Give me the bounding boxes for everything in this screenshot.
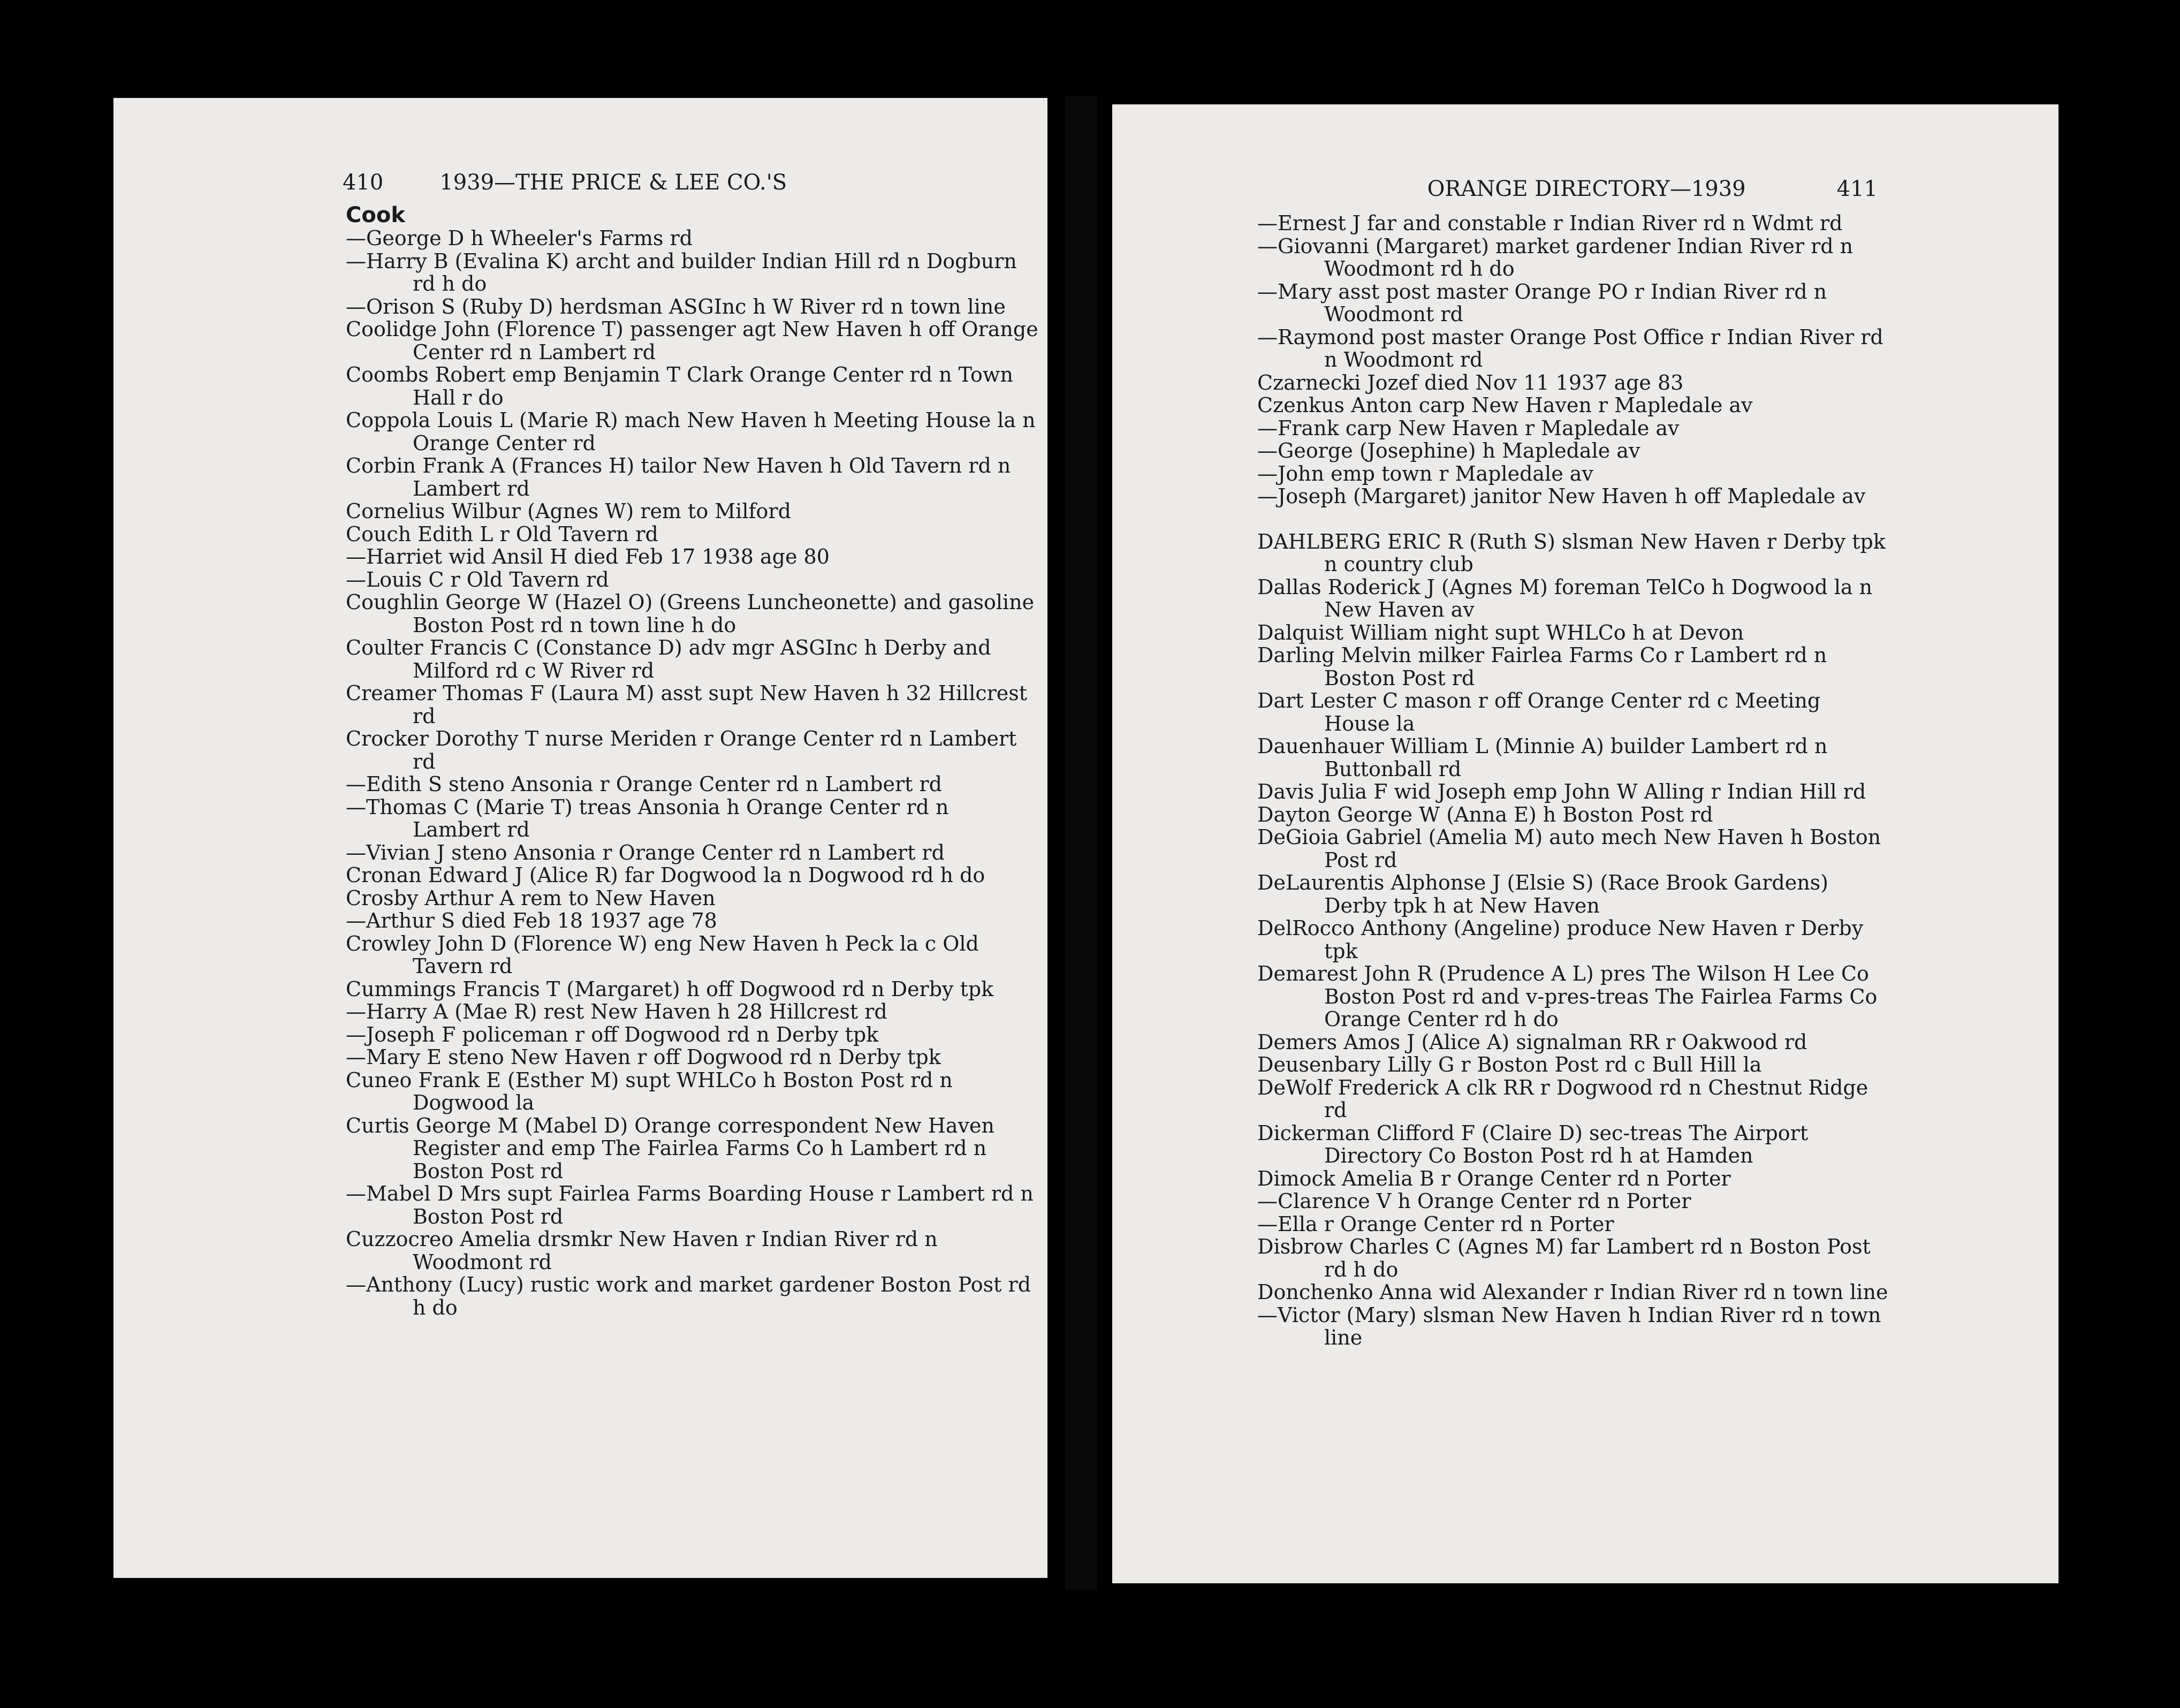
directory-entry: DeGioia Gabriel (Amelia M) auto mech New Haven h Boston Post rd	[1257, 825, 1888, 872]
left-page	[113, 98, 1047, 1578]
left-running-head	[343, 170, 787, 195]
directory-entry: —Ernest J far and constable r Indian River rd n Wdmt rd	[1257, 211, 1843, 235]
directory-entry: —Orison S (Ruby D) herdsman ASGInc h W River rd n town line	[346, 294, 1006, 318]
directory-entry: —Mabel D Mrs supt Fairlea Farms Boarding House r Lambert rd n Boston Post rd	[346, 1182, 1040, 1228]
directory-entry: —Harry A (Mae R) rest New Haven h 28 Hillcrest rd	[346, 1000, 887, 1023]
book-spine	[1065, 96, 1097, 1590]
right-page	[1112, 104, 2059, 1583]
directory-entry: —Edith S steno Ansonia r Orange Center rd n Lambert rd	[346, 772, 942, 796]
directory-entry: —Clarence V h Orange Center rd n Porter	[1257, 1189, 1691, 1213]
directory-entry: —Frank carp New Haven r Mapledale av	[1257, 416, 1680, 440]
directory-entry: —Harriet wid Ansil H died Feb 17 1938 age 80	[346, 545, 830, 568]
letter-gap	[1257, 508, 1889, 530]
directory-entry: Dallas Roderick J (Agnes M) foreman TelCo h Dogwood la n New Haven av	[1257, 575, 1879, 621]
directory-entry: —Mary E steno New Haven r off Dogwood rd n Derby tpk	[346, 1045, 941, 1069]
directory-entry: Demarest John R (Prudence A L) pres The Wilson H Lee Co Boston Post rd and v-pres-treas The Fairlea Farms Co Orange Center rd h do	[1257, 962, 1884, 1031]
directory-entry: Dauenhauer William L (Minnie A) builder Lambert rd n Buttonball rd	[1257, 734, 1834, 781]
directory-entry: —Ella r Orange Center rd n Porter	[1257, 1212, 1614, 1236]
directory-entry: —Louis C r Old Tavern rd	[346, 567, 609, 591]
left-running-head-title: 1939—THE PRICE & LEE CO.'S	[439, 170, 787, 195]
directory-entry: —Joseph (Margaret) janitor New Haven h off Mapledale av	[1257, 484, 1866, 508]
directory-entry: Dickerman Clifford F (Claire D) sec-treas The Airport Directory Co Boston Post rd h at Hamden	[1257, 1121, 1815, 1167]
directory-entry: Davis Julia F wid Joseph emp John W Alling r Indian Hill rd	[1257, 780, 1866, 803]
directory-entry: Darling Melvin milker Fairlea Farms Co r Lambert rd n Boston Post rd	[1257, 643, 1834, 690]
directory-entry: Crosby Arthur A rem to New Haven	[346, 886, 716, 910]
directory-entry: Czenkus Anton carp New Haven r Mapledale av	[1257, 393, 1753, 417]
right-running-head-title: ORANGE DIRECTORY—1939	[1427, 177, 1746, 201]
directory-entry: Corbin Frank A (Frances H) tailor New Haven h Old Tavern rd n Lambert rd	[346, 454, 1017, 500]
directory-entry: Cronan Edward J (Alice R) far Dogwood la n Dogwood rd h do	[346, 863, 985, 887]
directory-entry: —George D h Wheeler's Farms rd	[346, 226, 693, 250]
directory-entry: —Mary asst post master Orange PO r Indian River rd n Woodmont rd	[1257, 279, 1834, 326]
directory-entry: DAHLBERG ERIC R (Ruth S) slsman New Haven r Derby tpk n country club	[1257, 529, 1892, 576]
left-column	[346, 203, 1045, 1319]
directory-entry: —Victor (Mary) slsman New Haven h Indian River rd n town line	[1257, 1303, 1888, 1349]
directory-entry: Dart Lester C mason r off Orange Center rd c Meeting House la	[1257, 689, 1827, 735]
right-column	[1257, 211, 1892, 1349]
directory-entry: —George (Josephine) h Mapledale av	[1257, 439, 1640, 462]
directory-entry: —Giovanni (Margaret) market gardener Indian River rd n Woodmont rd h do	[1257, 234, 1860, 280]
directory-entry: Crocker Dorothy T nurse Meriden r Orange Center rd n Lambert rd	[346, 727, 1023, 773]
directory-entry: Dayton George W (Anna E) h Boston Post rd	[1257, 802, 1713, 826]
directory-entry: Couch Edith L r Old Tavern rd	[346, 522, 658, 546]
directory-entry: Dalquist William night supt WHLCo h at Devon	[1257, 620, 1744, 644]
directory-entry: Cornelius Wilbur (Agnes W) rem to Milford	[346, 499, 791, 523]
directory-entry: —Harry B (Evalina K) archt and builder Indian Hill rd n Dogburn rd h do	[346, 249, 1023, 295]
directory-entry: Curtis George M (Mabel D) Orange correspondent New Haven Register and emp The Fairlea Farms Co h Lambert rd n Boston Post rd	[346, 1113, 1001, 1183]
directory-entry: Donchenko Anna wid Alexander r Indian River rd n town line	[1257, 1280, 1888, 1304]
directory-entry: Czarnecki Jozef died Nov 11 1937 age 83	[1257, 370, 1684, 394]
directory-entry: Disbrow Charles C (Agnes M) far Lambert rd n Boston Post rd h do	[1257, 1235, 1877, 1281]
directory-entry: DeWolf Frederick A clk RR r Dogwood rd n Chestnut Ridge rd	[1257, 1075, 1875, 1122]
left-page-number: 410	[343, 170, 384, 195]
directory-entry: —Raymond post master Orange Post Office r Indian River rd n Woodmont rd	[1257, 325, 1890, 371]
directory-entry: —Joseph F policeman r off Dogwood rd n Derby tpk	[346, 1022, 879, 1046]
entry-group-d	[1257, 529, 1892, 1349]
directory-entry: Cummings Francis T (Margaret) h off Dogwood rd n Derby tpk	[346, 977, 994, 1001]
directory-entry: Cuzzocreo Amelia drsmkr New Haven r Indian River rd n Woodmont rd	[346, 1227, 944, 1274]
section-heading: Cook	[346, 203, 405, 227]
directory-entry: —John emp town r Mapledale av	[1257, 461, 1593, 485]
directory-entry: —Thomas C (Marie T) treas Ansonia h Orange Center rd n Lambert rd	[346, 795, 955, 841]
directory-entry: Coughlin George W (Hazel O) (Greens Luncheonette) and gasoline Boston Post rd n town line h do	[346, 590, 1041, 637]
right-page-number: 411	[1836, 177, 1878, 201]
directory-entry: —Arthur S died Feb 18 1937 age 78	[346, 909, 717, 932]
directory-entry: Dimock Amelia B r Orange Center rd n Porter	[1257, 1166, 1731, 1190]
directory-entry: —Vivian J steno Ansonia r Orange Center rd n Lambert rd	[346, 840, 945, 864]
directory-entry: Coolidge John (Florence T) passenger agt New Haven h off Orange Center rd n Lambert rd	[346, 317, 1045, 364]
directory-entry: DeLaurentis Alphonse J (Elsie S) (Race Brook Gardens) Derby tpk h at New Haven	[1257, 871, 1835, 917]
directory-entry: Coppola Louis L (Marie R) mach New Haven h Meeting House la n Orange Center rd	[346, 408, 1042, 455]
directory-entry: Cuneo Frank E (Esther M) supt WHLCo h Boston Post rd n Dogwood la	[346, 1068, 959, 1114]
directory-entry: Coombs Robert emp Benjamin T Clark Orange Center rd n Town Hall r do	[346, 363, 1020, 409]
directory-entry: Deusenbary Lilly G r Boston Post rd c Bull Hill la	[1257, 1053, 1762, 1076]
directory-entry: Coulter Francis C (Constance D) adv mgr ASGInc h Derby and Milford rd c W River rd	[346, 636, 998, 682]
right-running-head	[1112, 177, 1878, 201]
entry-group-c	[1257, 212, 1889, 508]
directory-entry: Creamer Thomas F (Laura M) asst supt New Haven h 32 Hillcrest rd	[346, 681, 1034, 728]
directory-entry: Crowley John D (Florence W) eng New Haven h Peck la c Old Tavern rd	[346, 931, 985, 978]
directory-entry: Demers Amos J (Alice A) signalman RR r Oakwood rd	[1257, 1030, 1807, 1054]
directory-entry: DelRocco Anthony (Angeline) produce New Haven r Derby tpk	[1257, 916, 1870, 963]
directory-entry: —Anthony (Lucy) rustic work and market gardener Boston Post rd h do	[346, 1273, 1038, 1319]
